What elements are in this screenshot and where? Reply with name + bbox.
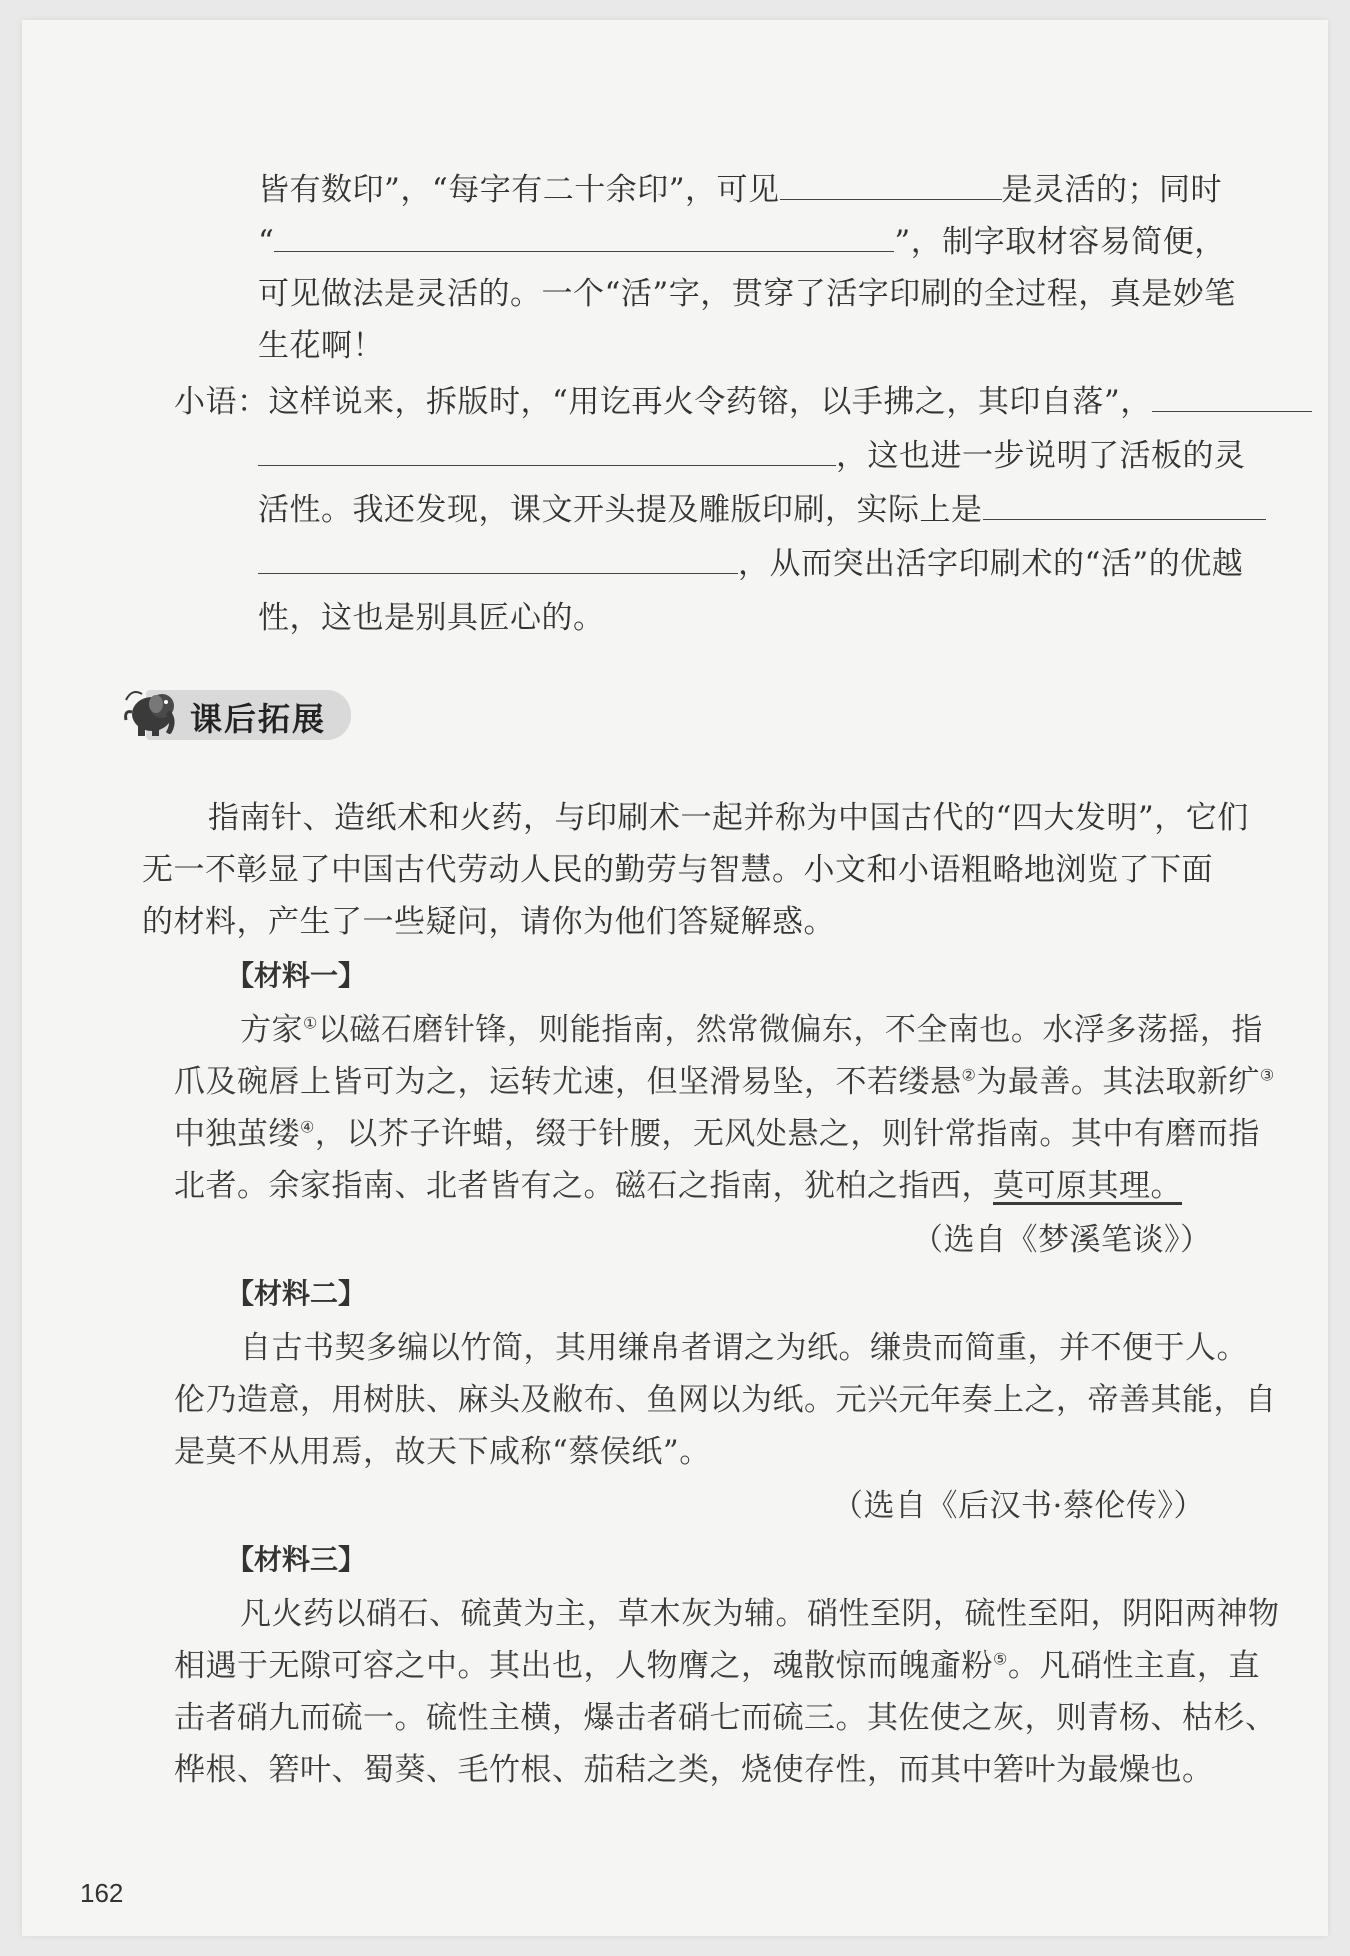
answer-blank[interactable] bbox=[1152, 387, 1312, 412]
material-heading: 【材料二】 bbox=[226, 1277, 367, 1310]
material-line: 中独茧缕④，以芥子许蜡，缀于针腰，无风处悬之，则针常指南。其中有磨而指 bbox=[174, 1116, 1260, 1152]
section-badge bbox=[118, 680, 353, 746]
answer-blank[interactable] bbox=[780, 175, 1002, 200]
material-line: 是莫不从用焉，故天下咸称“蔡侯纸”。 bbox=[174, 1434, 711, 1470]
answer-blank[interactable] bbox=[983, 495, 1266, 520]
dialogue-line: “ ”，制字取材容易简便， bbox=[258, 224, 1226, 260]
dialogue-line: 性，这也是别具匠心的。 bbox=[258, 600, 605, 636]
material-line: 伦乃造意，用树肤、麻头及敝布、鱼网以为纸。元兴元年奏上之，帝善其能，自 bbox=[174, 1382, 1277, 1418]
answer-blank[interactable] bbox=[258, 441, 836, 466]
underlined-phrase: 莫可原其理。 bbox=[993, 1168, 1182, 1204]
material-source: （选自《后汉书·蔡伦传》） bbox=[832, 1488, 1205, 1524]
material-line: 爪及碗唇上皆可为之，运转尤速，但坚滑易坠，不若缕悬②为最善。其法取新纩③ bbox=[174, 1064, 1275, 1100]
dialogue-line: ，这也进一步说明了活板的灵 bbox=[258, 436, 1246, 476]
material-line: 相遇于无隙可容之中。其出也，人物膺之，魂散惊而魄齑粉⑤。凡硝性主直，直 bbox=[174, 1648, 1260, 1684]
dialogue-line: 生花啊！ bbox=[258, 328, 384, 364]
dialogue-line: ，从而突出活字印刷术的“活”的优越 bbox=[258, 544, 1243, 584]
footnote-marker: ④ bbox=[300, 1117, 315, 1137]
material-line: 桦根、箬叶、蜀葵、毛竹根、茄秸之类，烧使存性，而其中箬叶为最燥也。 bbox=[174, 1752, 1214, 1788]
material-line: 自古书契多编以竹简，其用缣帛者谓之为纸。缣贵而简重，并不便于人。 bbox=[240, 1330, 1248, 1366]
page-number: 162 bbox=[80, 1878, 124, 1908]
dialogue-line: 小语：这样说来，拆版时，“用讫再火令药镕，以手拂之，其印自落”， bbox=[174, 382, 1312, 422]
dialogue-line: 可见做法是灵活的。一个“活”字，贯穿了活字印刷的全过程，真是妙笔 bbox=[258, 276, 1236, 312]
section-title: 课后拓展 bbox=[190, 700, 327, 738]
material-line: 击者硝九而硫一。硫性主横，爆击者硝七而硫三。其佐使之灰，则青杨、枯杉、 bbox=[174, 1700, 1277, 1736]
textbook-page bbox=[22, 20, 1328, 1936]
intro-line: 的材料，产生了一些疑问，请你为他们答疑解惑。 bbox=[142, 904, 835, 940]
dialogue-line: 皆有数印”，“每字有二十余印”，可见 是灵活的；同时 bbox=[258, 172, 1223, 208]
material-heading: 【材料三】 bbox=[226, 1543, 367, 1576]
footnote-marker: ② bbox=[961, 1065, 977, 1085]
material-heading: 【材料一】 bbox=[226, 959, 367, 992]
footnote-marker: ③ bbox=[1259, 1065, 1275, 1085]
elephant-icon bbox=[118, 680, 182, 746]
intro-line: 无一不彰显了中国古代劳动人民的勤劳与智慧。小文和小语粗略地浏览了下面 bbox=[142, 852, 1213, 888]
material-source: （选自《梦溪笔谈》） bbox=[912, 1222, 1212, 1258]
dialogue-line: 活性。我还发现，课文开头提及雕版印刷，实际上是 bbox=[258, 490, 1266, 530]
material-line: 北者。余家指南、北者皆有之。磁石之指南，犹柏之指西，莫可原其理。 bbox=[174, 1168, 1182, 1204]
footnote-marker: ⑤ bbox=[993, 1649, 1008, 1669]
footnote-marker: ① bbox=[303, 1013, 318, 1033]
answer-blank[interactable] bbox=[258, 549, 738, 574]
material-line: 凡火药以硝石、硫黄为主，草木灰为辅。硝性至阴，硫性至阳，阴阳两神物 bbox=[240, 1596, 1280, 1632]
intro-line: 指南针、造纸术和火药，与印刷术一起并称为中国古代的“四大发明”，它们 bbox=[208, 800, 1249, 836]
material-line: 方家①以磁石磨针锋，则能指南，然常微偏东，不全南也。水浮多荡摇，指 bbox=[240, 1012, 1263, 1048]
answer-blank[interactable] bbox=[274, 227, 894, 252]
